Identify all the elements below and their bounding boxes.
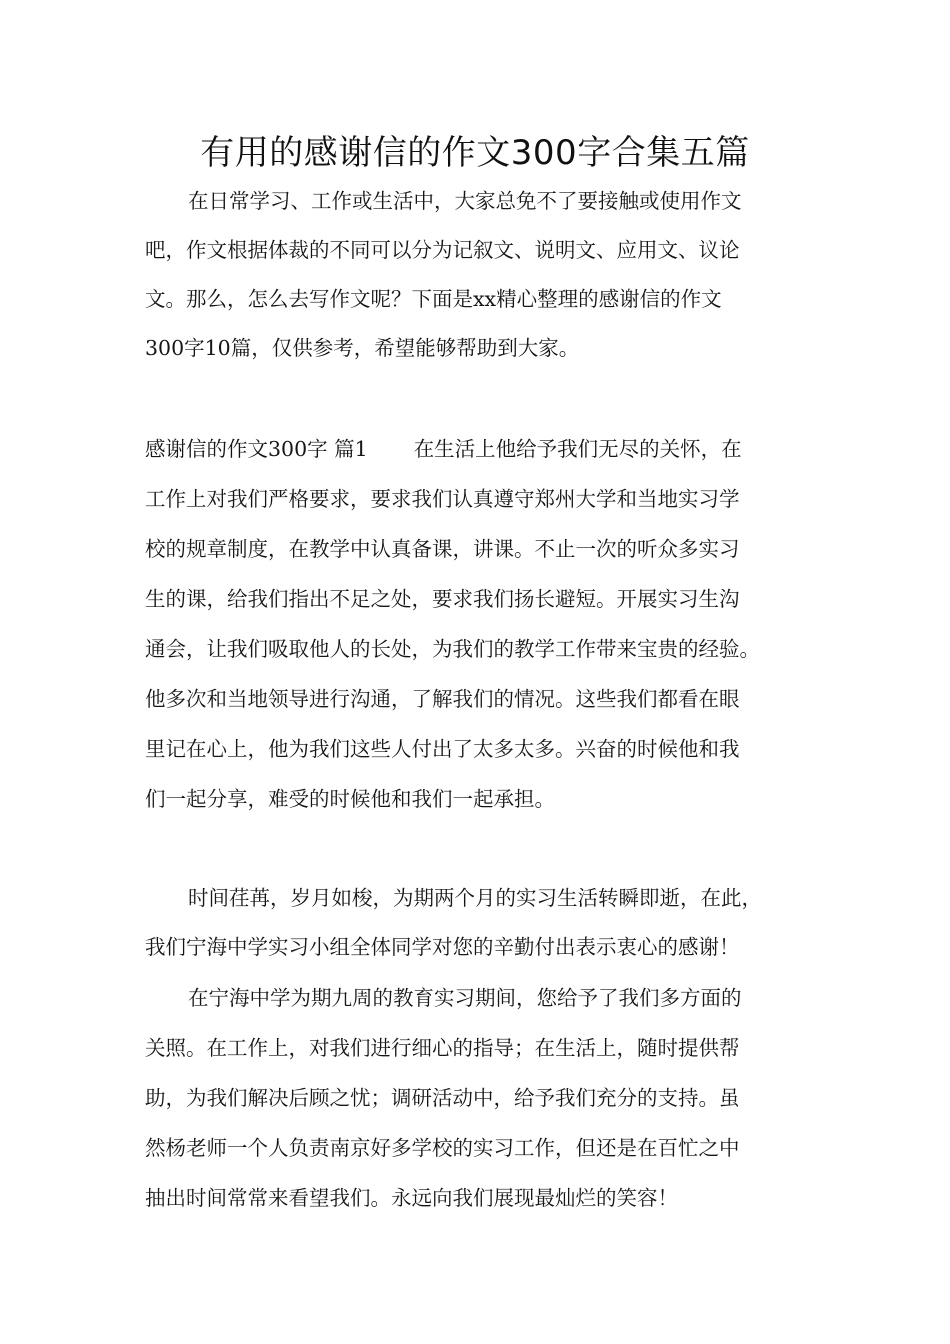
section-heading: 感谢信的作文300字 篇1 bbox=[145, 437, 368, 461]
body-line: 生的课，给我们指出不足之处，要求我们扬长避短。开展实习生沟 bbox=[145, 587, 740, 611]
body-line: 抽出时间常常来看望我们。永远向我们展现最灿烂的笑容！ bbox=[145, 1186, 678, 1210]
body-line: 他多次和当地领导进行沟通，了解我们的情况。这些我们都看在眼 bbox=[145, 687, 740, 711]
body-line: 们一起分享，难受的时候他和我们一起承担。 bbox=[145, 787, 555, 811]
body-line: 工作上对我们严格要求，要求我们认真遵守郑州大学和当地实习学 bbox=[145, 487, 740, 511]
body-line: 时间荏苒，岁月如梭，为期两个月的实习生活转瞬即逝，在此， bbox=[188, 886, 762, 910]
body-line: 助，为我们解决后顾之忧；调研活动中，给予我们充分的支持。虽 bbox=[145, 1086, 740, 1110]
body-line: 我们宁海中学实习小组全体同学对您的辛勤付出表示衷心的感谢！ bbox=[145, 935, 740, 959]
body-line: 里记在心上，他为我们这些人付出了太多太多。兴奋的时候他和我 bbox=[145, 737, 740, 761]
body-line: 校的规章制度，在教学中认真备课，讲课。不止一次的听众多实习 bbox=[145, 537, 740, 561]
intro-line: 在日常学习、工作或生活中，大家总免不了要接触或使用作文 bbox=[188, 189, 742, 213]
section-first-line bbox=[145, 434, 835, 464]
intro-line: 300字10篇，仅供参考，希望能够帮助到大家。 bbox=[145, 336, 580, 360]
body-line: 关照。在工作上，对我们进行细心的指导；在生活上，随时提供帮 bbox=[145, 1036, 740, 1060]
body-line: 在宁海中学为期九周的教育实习期间，您给予了我们多方面的 bbox=[188, 986, 742, 1010]
intro-line: 文。那么，怎么去写作文呢？下面是xx精心整理的感谢信的作文 bbox=[145, 287, 722, 311]
body-line: 然杨老师一个人负责南京好多学校的实习工作，但还是在百忙之中 bbox=[145, 1136, 740, 1160]
document-title: 有用的感谢信的作文300字合集五篇 bbox=[200, 133, 750, 173]
section-first-line-text: 在生活上他给予我们无尽的关怀，在 bbox=[413, 437, 742, 461]
intro-line: 吧，作文根据体裁的不同可以分为记叙文、说明文、应用文、议论 bbox=[145, 238, 740, 262]
body-line: 通会，让我们吸取他人的长处，为我们的教学工作带来宝贵的经验。 bbox=[145, 637, 760, 661]
